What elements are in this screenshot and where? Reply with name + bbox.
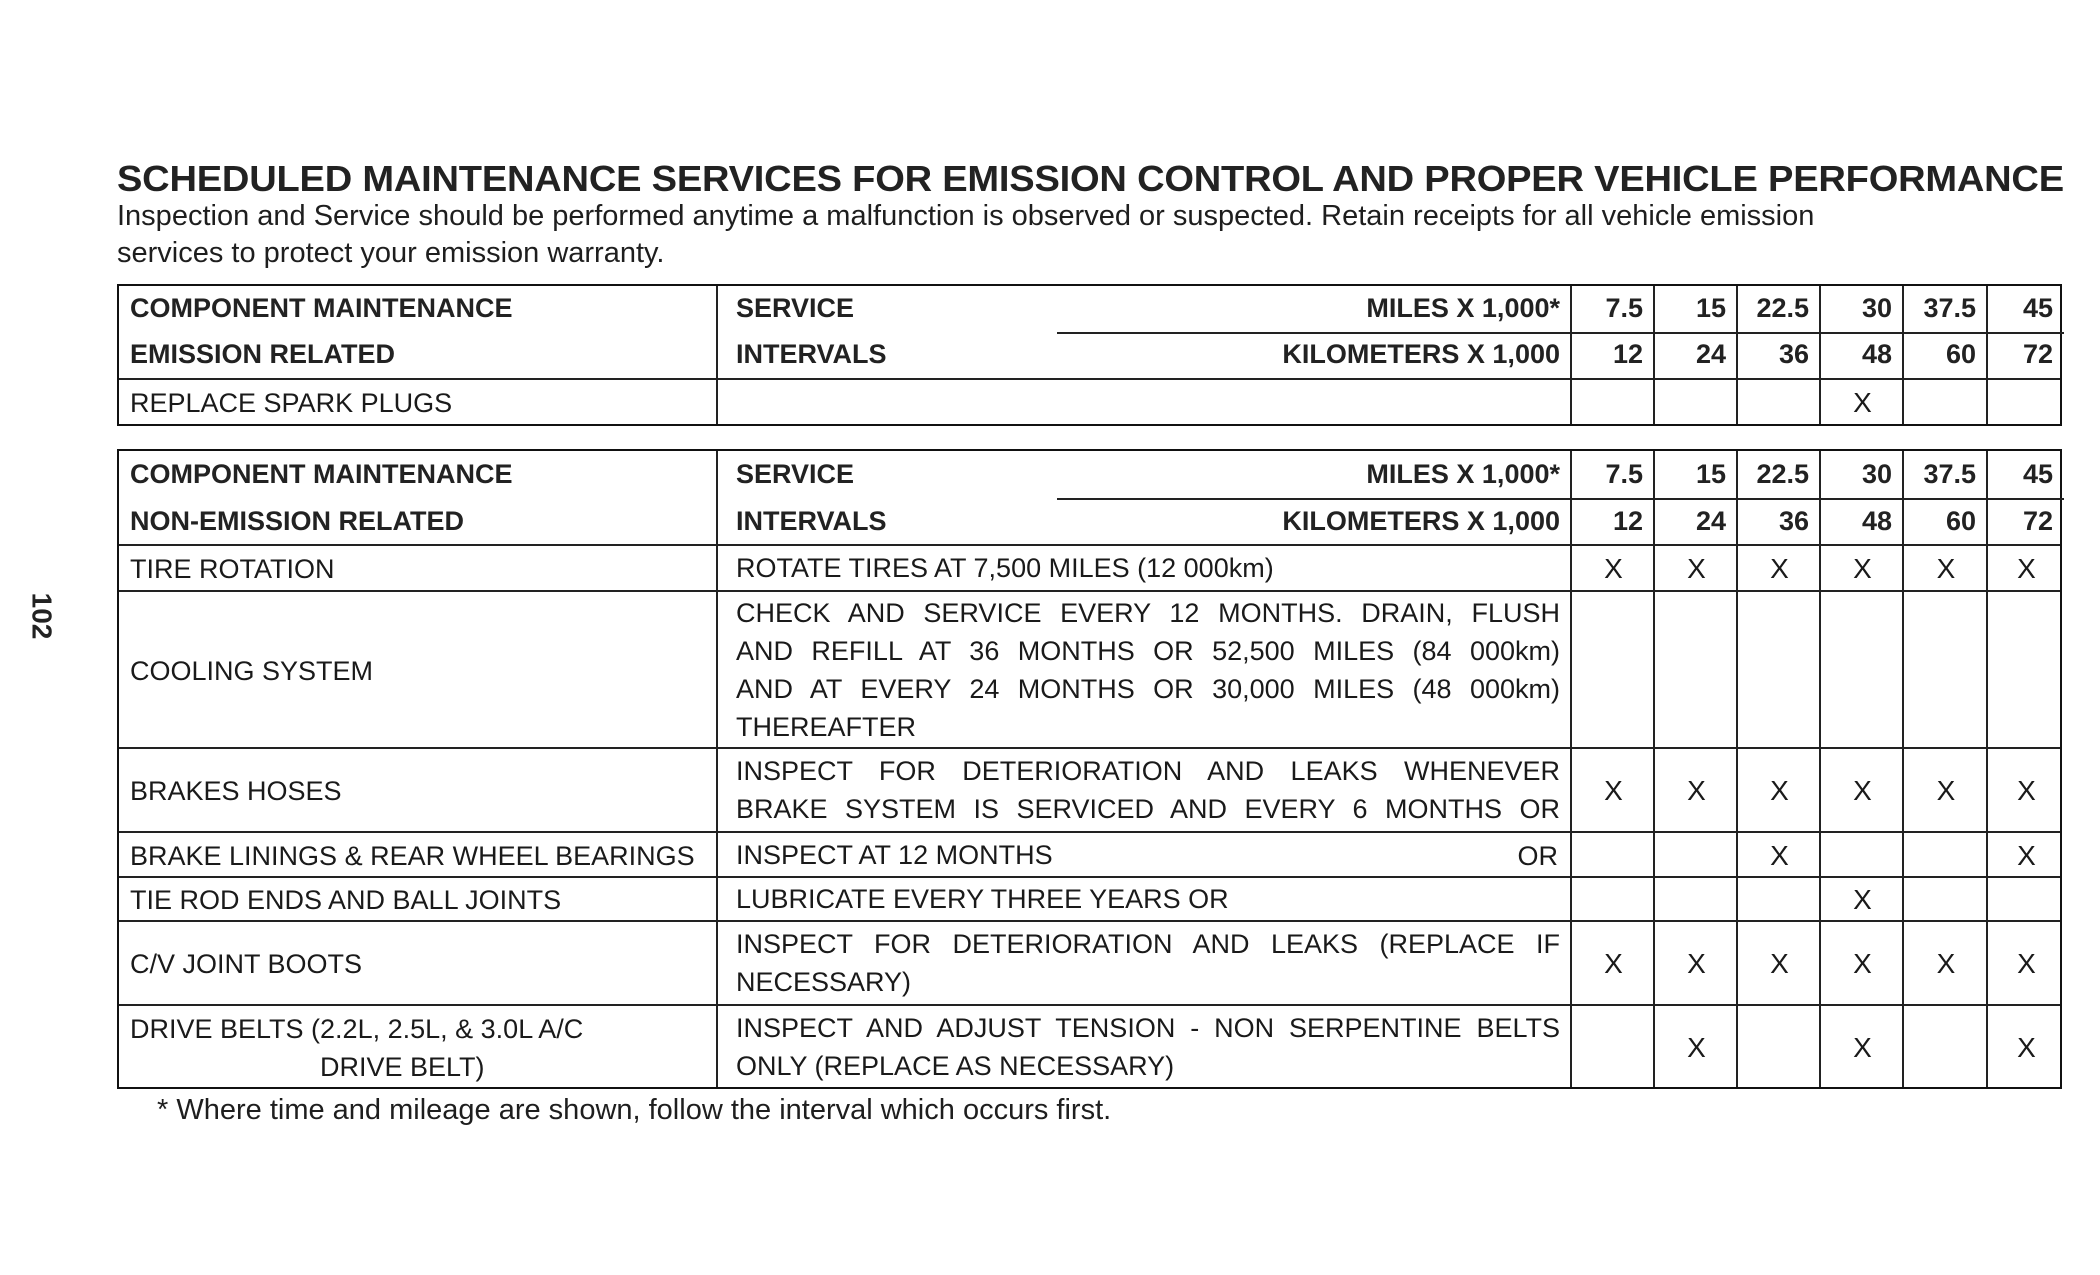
interval-mark: X <box>1853 775 1872 806</box>
interval-mark: X <box>2017 839 2036 871</box>
interval-mark: X <box>1853 387 1872 418</box>
component-name-line: TIRE ROTATION <box>130 554 335 584</box>
component-name <box>130 945 715 983</box>
service-description <box>736 594 1560 746</box>
table-row <box>119 831 2060 878</box>
miles-value: 45 <box>2022 458 2053 489</box>
miles-value: 15 <box>1695 293 1726 323</box>
component-name-line: DRIVE BELT) <box>320 1051 485 1082</box>
miles-value: 7.5 <box>1605 293 1643 323</box>
kilometers-value: 72 <box>2022 505 2053 536</box>
component-name-line: BRAKES HOSES <box>130 776 342 806</box>
service-description-line: LUBRICATE EVERY THREE YEARS OR <box>736 884 1229 914</box>
component-name <box>130 881 715 919</box>
footnote: * Where time and mileage are shown, follow the interval which occurs first. <box>157 1094 1112 1126</box>
table-row <box>119 920 2060 1006</box>
miles-label: MILES X 1,000* <box>1366 458 1560 489</box>
kilometers-value: 24 <box>1695 339 1726 369</box>
service-description-line: AND AT EVERY 24 MONTHS OR 30,000 MILES (48 000km) <box>736 673 1560 704</box>
kilometers-value: 36 <box>1778 339 1809 369</box>
interval-mark: X <box>1770 948 1789 979</box>
service-or-suffix: OR <box>1517 840 1558 871</box>
interval-mark: X <box>1936 948 1956 979</box>
page-number: 102 <box>26 592 58 640</box>
kilometers-value: 60 <box>1945 339 1976 369</box>
interval-mark: X <box>2017 1031 2036 1063</box>
table-row <box>119 590 2060 749</box>
interval-mark: X <box>1770 553 1789 584</box>
component-name-line: REPLACE SPARK PLUGS <box>130 388 453 418</box>
service-description-line: INSPECT FOR DETERIORATION AND LEAKS (REPLACE IF <box>736 929 1560 959</box>
miles-value: 22.5 <box>1756 458 1809 489</box>
service-description-line: ONLY (REPLACE AS NECESSARY) <box>736 1050 1175 1081</box>
miles-label: MILES X 1,000* <box>1366 293 1560 323</box>
intro-paragraph <box>117 198 2077 272</box>
component-name-line: TIE ROD ENDS AND BALL JOINTS <box>130 885 562 915</box>
miles-value: 15 <box>1695 458 1726 489</box>
component-name <box>130 652 715 690</box>
service-description <box>736 880 1560 918</box>
kilometers-value: 48 <box>1861 339 1892 369</box>
section-heading: COMPONENT MAINTENANCE <box>130 458 513 489</box>
component-name <box>130 1010 715 1086</box>
kilometers-value: 12 <box>1612 339 1643 369</box>
kilometers-value: 60 <box>1945 505 1976 536</box>
kilometers-value: 24 <box>1695 505 1726 536</box>
interval-mark: X <box>1604 553 1623 584</box>
service-description-line: CHECK AND SERVICE EVERY 12 MONTHS. DRAIN, FLUSH <box>736 597 1560 628</box>
intro-line: Inspection and Service should be performed anytime a malfunction is observed or suspected. Retain receipts for all vehicle emission <box>117 200 1815 232</box>
service-description <box>736 549 1560 587</box>
kilometers-value: 12 <box>1612 505 1643 536</box>
interval-mark: X <box>1687 553 1706 584</box>
section-subheading: NON-EMISSION RELATED <box>130 505 465 536</box>
service-description-line: THEREAFTER <box>736 711 917 742</box>
component-name-line: COOLING SYSTEM <box>130 655 374 686</box>
intervals-label: INTERVALS <box>736 339 887 369</box>
interval-mark: X <box>1604 948 1623 979</box>
interval-mark: X <box>2017 775 2036 806</box>
kilometers-value: 48 <box>1861 505 1892 536</box>
interval-mark: X <box>2017 553 2036 584</box>
emission-related-table <box>117 284 2062 426</box>
non-emission-related-table <box>117 449 2062 1089</box>
interval-mark: X <box>1853 553 1872 584</box>
interval-mark: X <box>1687 948 1706 979</box>
kilometers-value: 72 <box>2022 339 2053 369</box>
component-name-line: DRIVE BELTS (2.2L, 2.5L, & 3.0L A/C <box>130 1013 584 1044</box>
page-title: SCHEDULED MAINTENANCE SERVICES FOR EMISSION CONTROL AND PROPER VEHICLE PERFORMANCE <box>117 158 2064 199</box>
component-name-line: C/V JOINT BOOTS <box>130 949 363 979</box>
interval-mark: X <box>1604 775 1623 806</box>
component-name <box>130 384 715 422</box>
section-heading: COMPONENT MAINTENANCE <box>130 293 513 323</box>
miles-divider <box>1057 332 2064 334</box>
service-description-line: ROTATE TIRES AT 7,500 MILES (12 000km) <box>736 553 1274 583</box>
component-name <box>130 772 715 810</box>
service-description <box>736 925 1560 1001</box>
service-label: SERVICE <box>736 293 855 323</box>
miles-value: 22.5 <box>1756 293 1809 323</box>
table-row <box>119 747 2060 833</box>
interval-mark: X <box>2017 948 2036 979</box>
table-row <box>119 876 2060 922</box>
interval-mark: X <box>1770 839 1789 871</box>
service-description-line: NECESSARY) <box>736 967 912 997</box>
intro-line: services to protect your emission warranty. <box>117 237 665 269</box>
kilometers-label: KILOMETERS X 1,000 <box>1282 339 1560 369</box>
miles-value: 37.5 <box>1923 458 1976 489</box>
service-description-line: INSPECT FOR DETERIORATION AND LEAKS WHENEVER <box>736 756 1560 786</box>
miles-value: 7.5 <box>1605 458 1643 489</box>
interval-mark: X <box>1770 775 1789 806</box>
component-name <box>130 550 715 588</box>
service-description <box>736 836 1560 874</box>
table-row <box>119 378 2060 426</box>
interval-mark: X <box>1687 1031 1706 1063</box>
interval-mark: X <box>1853 948 1872 979</box>
kilometers-label: KILOMETERS X 1,000 <box>1282 505 1560 536</box>
component-name <box>130 837 715 875</box>
service-label: SERVICE <box>736 458 855 489</box>
component-name-line: BRAKE LININGS & REAR WHEEL BEARINGS <box>130 840 695 871</box>
miles-divider <box>1057 498 2064 500</box>
service-description-line: INSPECT AT 12 MONTHS <box>736 839 1053 870</box>
miles-value: 37.5 <box>1923 293 1976 323</box>
service-description-line: AND REFILL AT 36 MONTHS OR 52,500 MILES (84 000km) <box>736 635 1560 666</box>
interval-mark: X <box>1853 1031 1872 1063</box>
miles-value: 30 <box>1861 458 1892 489</box>
table-row <box>119 544 2060 592</box>
kilometers-value: 36 <box>1778 505 1809 536</box>
interval-mark: X <box>1853 884 1872 915</box>
service-description-line: INSPECT AND ADJUST TENSION - NON SERPENTINE BELTS <box>736 1012 1560 1043</box>
interval-mark: X <box>1936 775 1956 806</box>
interval-mark: X <box>1687 775 1706 806</box>
table-row <box>119 1004 2060 1089</box>
section-subheading: EMISSION RELATED <box>130 339 396 369</box>
service-description <box>736 1009 1560 1085</box>
intervals-label: INTERVALS <box>736 505 887 536</box>
service-description-line: BRAKE SYSTEM IS SERVICED AND EVERY 6 MONTHS OR <box>736 794 1560 824</box>
service-description <box>736 752 1560 828</box>
miles-value: 45 <box>2022 293 2053 323</box>
interval-mark: X <box>1936 553 1956 584</box>
miles-value: 30 <box>1861 293 1892 323</box>
